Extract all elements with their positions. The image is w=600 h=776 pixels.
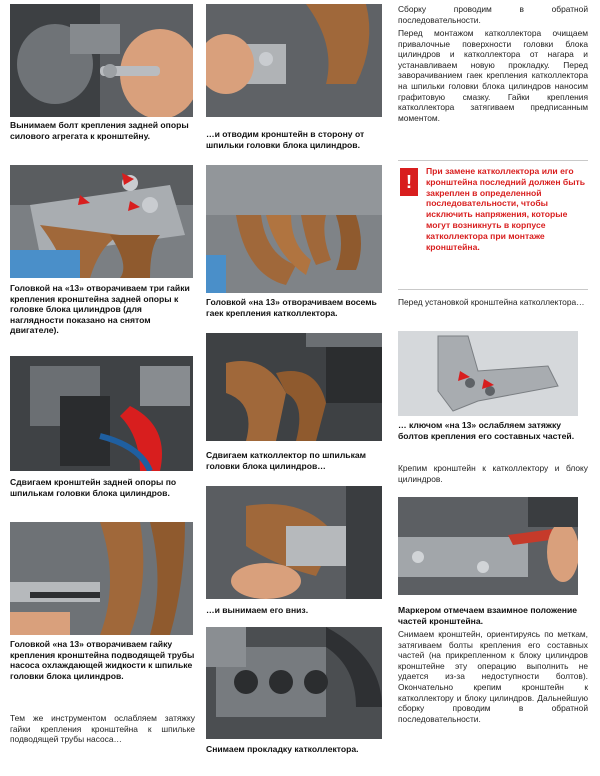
divider-top — [398, 160, 588, 161]
photo-eight-nuts-manifold — [206, 165, 382, 293]
warning-text: При замене катколлектора или его кронштейна последний должен быть закреплен в определенной последовательности, чтобы исключить напряжения, которые могут возникнуть в корпусе катколлектора при монтаже кронштейна. — [426, 166, 586, 252]
photo-remove-gasket — [206, 627, 382, 739]
divider-bottom — [398, 289, 588, 290]
text-col3-2: Снимаем кронштейн, ориентируясь по меткам, затягиваем болты крепления его составных частей (на прикрепленном к блоку цилиндров кронштейне эту операцию выполнить не удается из-за недоступности болтов). Окончательно крепим кронштейн к катколлектору и блоку цилиндров. Дальнейшую сборку проводим в обратной последовательности. — [398, 629, 588, 724]
photo-remove-manifold — [206, 486, 382, 599]
caption-col1-3: Сдвигаем кронштейн задней опоры по шпилькам головки блока цилиндров. — [10, 477, 177, 498]
photo-bracket-parts — [398, 331, 578, 416]
caption-col1-2: Головкой на «13» отворачиваем три гайки крепления кронштейна задней опоры к головке блока цилиндров (для наглядности показано на снятом двигателе). — [10, 283, 190, 336]
text-before-bracket: Перед установкой кронштейна катколлектора… — [398, 297, 585, 307]
warning-box — [398, 166, 588, 284]
caption-col1-1: Вынимаем болт крепления задней опоры силового агрегата к кронштейну. — [10, 120, 189, 141]
photo-move-bracket-aside — [206, 4, 382, 117]
caption-col1-4: Головкой «на 13» отворачиваем гайку крепления кронштейна подводящей трубы насоса охлаждающей жидкости к шпильке головки блока цилиндров. — [10, 639, 195, 681]
photo-marker-marks — [398, 497, 578, 595]
text-intro: Сборку проводим в обратной последовательности. — [398, 4, 588, 25]
text-col1-4: Тем же инструментом ослабляем затяжку гайки крепления кронштейна к шпильке подводящей трубы насоса… — [10, 713, 195, 745]
warning-icon: ! — [400, 168, 418, 196]
photo-slide-manifold — [206, 333, 382, 441]
photo-three-nuts-bracket — [10, 165, 193, 278]
caption-col2-1: …и отводим кронштейн в сторону от шпильки головки блока цилиндров. — [206, 129, 365, 150]
caption-col2-3: Сдвигаем катколлектор по шпилькам головки блока цилиндров… — [206, 450, 367, 471]
text-col3-1: Крепим кронштейн к катколлектору и блоку цилиндров. — [398, 463, 588, 484]
photo-rear-mount-bolt — [10, 4, 193, 117]
caption-col2-4: …и вынимаем его вниз. — [206, 605, 309, 615]
caption-col3-2: Маркером отмечаем взаимное положение частей кронштейна. — [398, 605, 578, 626]
caption-col2-2: Головкой «на 13» отворачиваем восемь гаек крепления катколлектора. — [206, 297, 377, 318]
caption-col2-5: Снимаем прокладку катколлектора. — [206, 744, 359, 754]
photo-slide-rear-bracket — [10, 356, 193, 471]
text-para1: Перед монтажом катколлектора очищаем привалочные поверхности головки блока цилиндров и катколлектора от нагара и устанавливаем новую прокладку. Перед заворачиванием гаек крепления катколлектора на шпильки головки блока цилиндров наносим графитовую смазку. Гайки крепления катколлектора затягиваем предписанным моментом. — [398, 28, 588, 123]
photo-pump-pipe-nut — [10, 522, 193, 635]
caption-col3-1: … ключом «на 13» ослабляем затяжку болтов крепления его составных частей. — [398, 420, 575, 441]
